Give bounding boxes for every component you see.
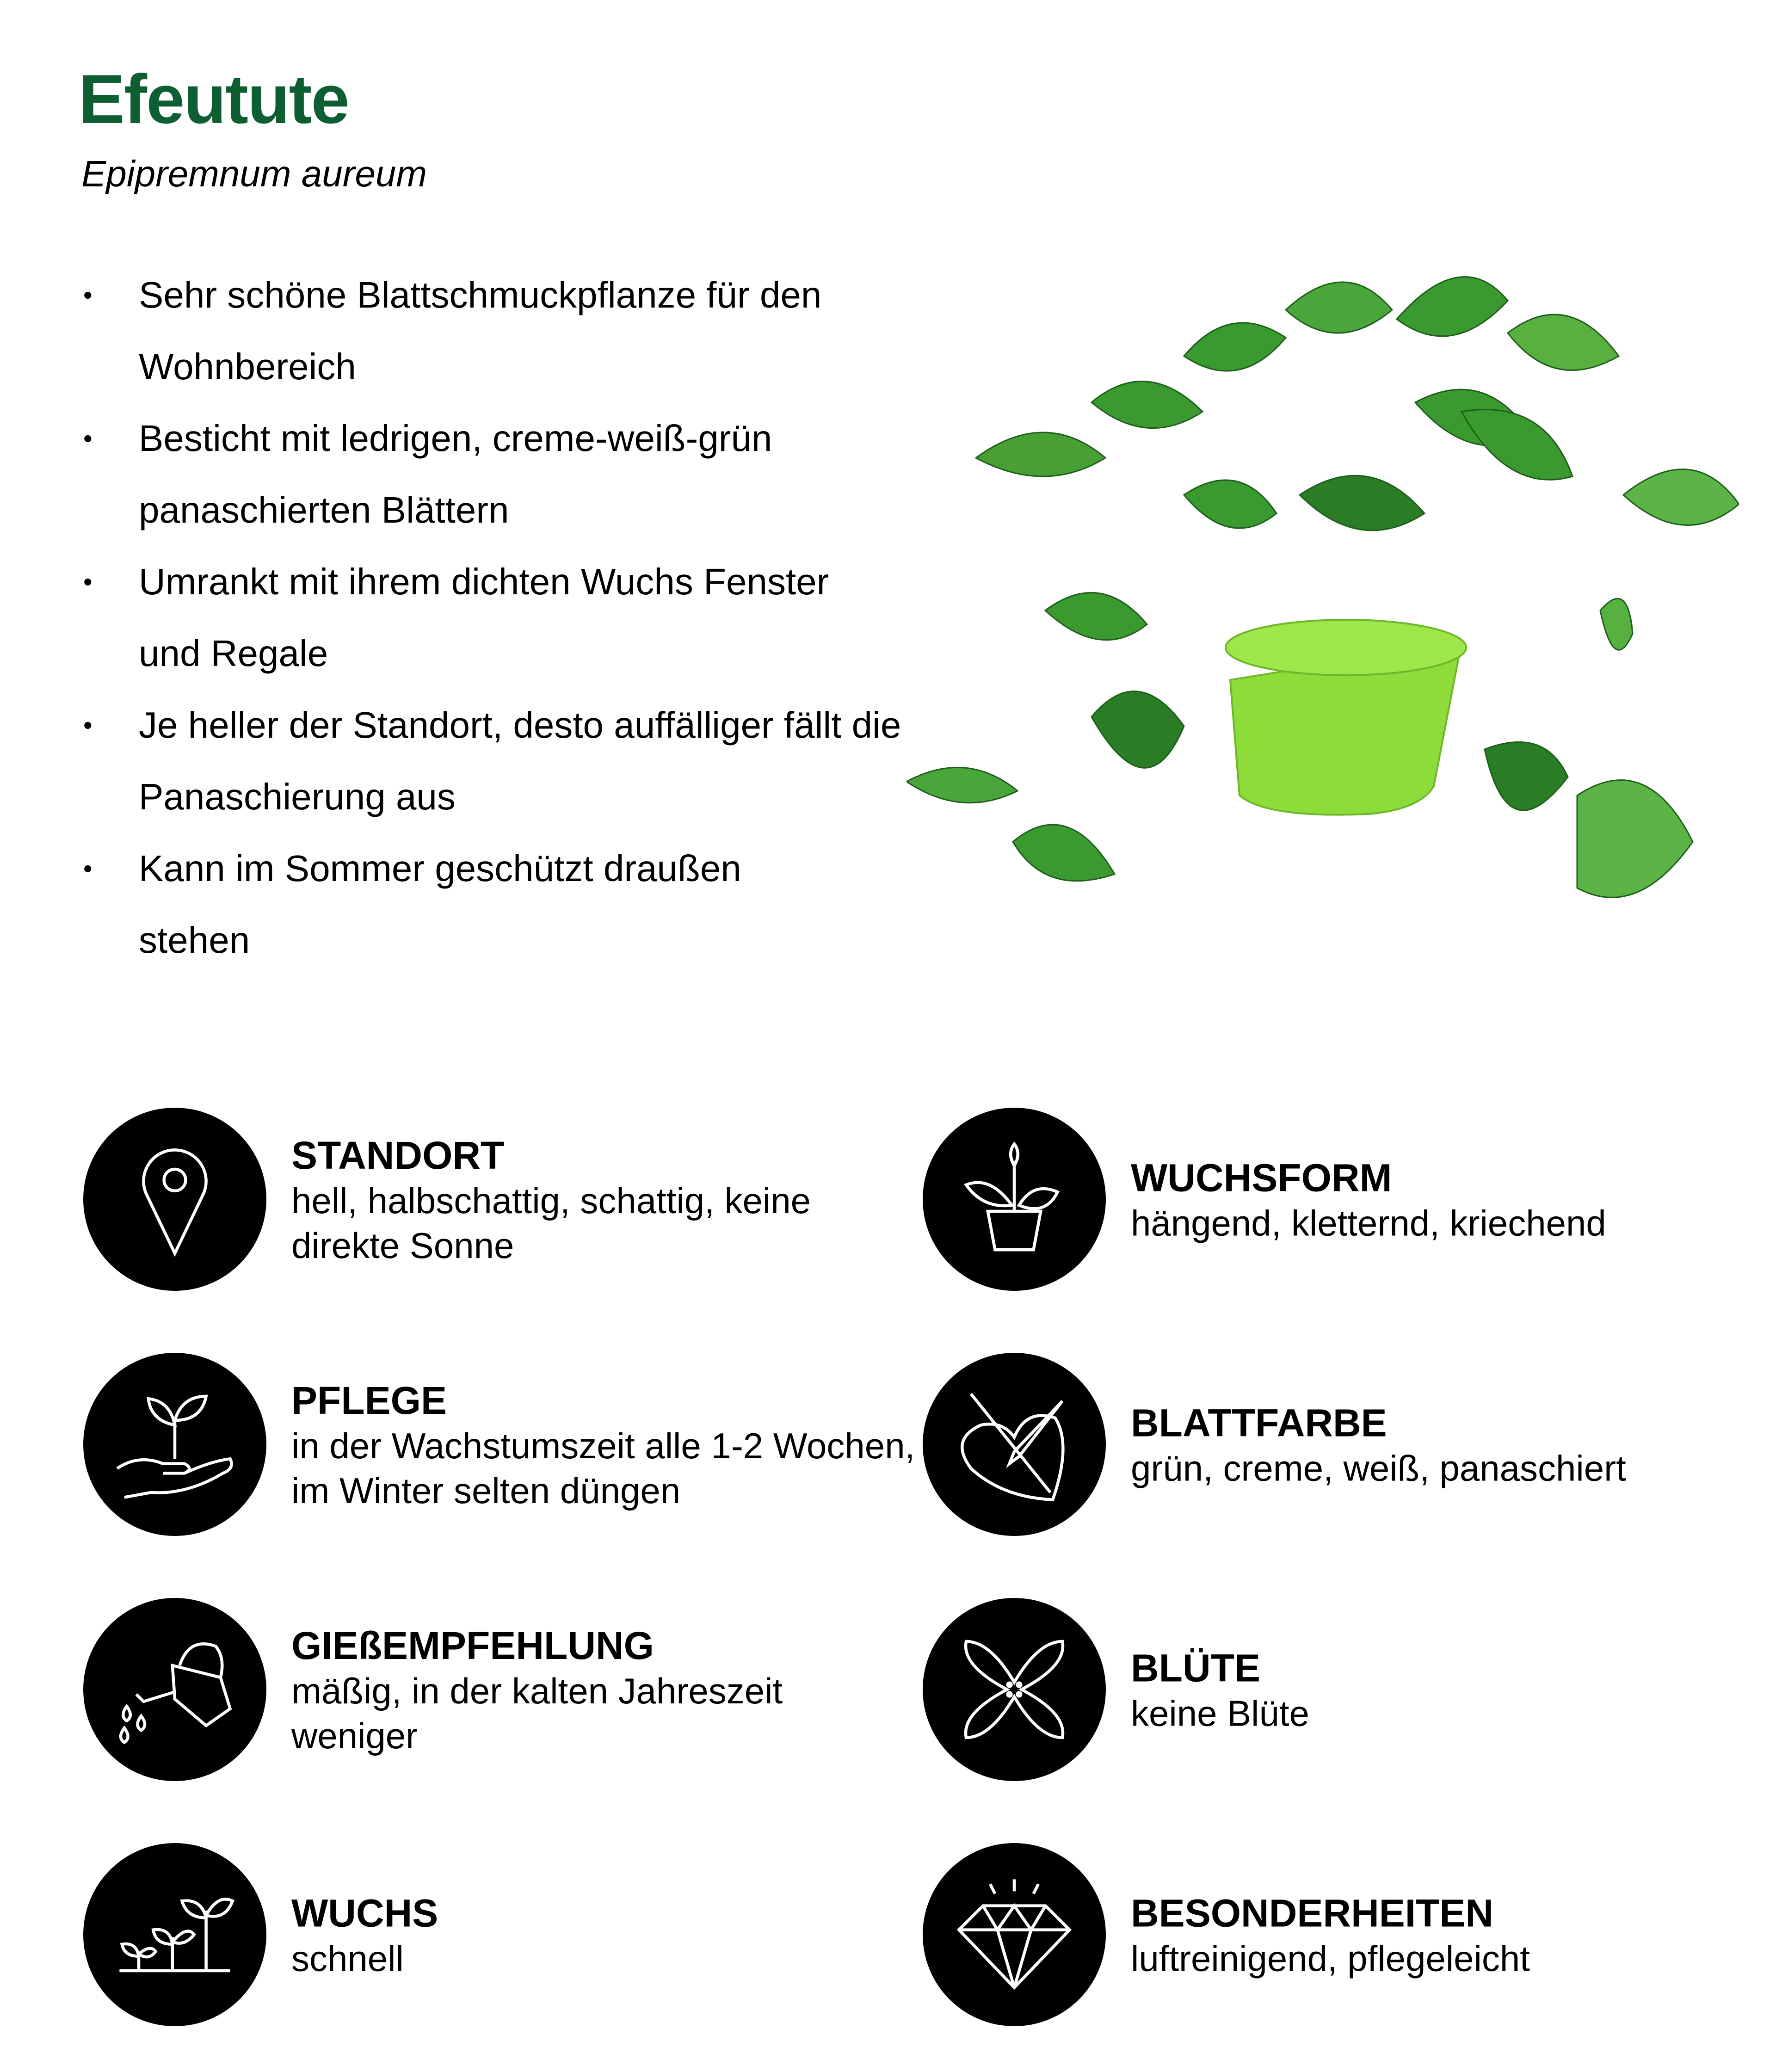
- feature-heading: WUCHS: [291, 1891, 438, 1935]
- feature-wuchs: [83, 1843, 870, 2028]
- feature-standort: [83, 1108, 870, 1293]
- page-title: Efeutute: [79, 60, 349, 138]
- feature-heading: BLATTFARBE: [1131, 1401, 1387, 1445]
- leaf-brush-icon: [923, 1353, 1106, 1536]
- bullet-item: • Sehr schöne Blattschmuckpflanze für den Wohnbereich: [83, 259, 832, 402]
- feature-text: hängend, kletternd, kriechend: [1131, 1202, 1606, 1244]
- feature-besonderheiten: [923, 1843, 1709, 2028]
- plant-photo: [906, 217, 1739, 944]
- feature-bullet-list: [83, 259, 901, 976]
- flower-icon: [923, 1598, 1106, 1781]
- feature-heading: BLÜTE: [1131, 1646, 1260, 1690]
- hand-seedling-icon: [83, 1353, 266, 1536]
- feature-wuchsform: [923, 1108, 1709, 1293]
- feature-pflege: [83, 1353, 915, 1538]
- feature-heading: BESONDERHEITEN: [1131, 1891, 1494, 1935]
- bullet-item: • Umrankt mit ihrem dichten Wuchs Fenster und Regale: [83, 546, 888, 689]
- feature-text: grün, creme, weiß, panaschiert: [1131, 1448, 1626, 1489]
- bullet-item: • Besticht mit ledrigen, creme-weiß-grün panaschierten Blättern: [83, 402, 832, 546]
- watering-can-icon: [83, 1598, 266, 1781]
- feature-blattfarbe: [923, 1353, 1709, 1538]
- feature-text: mäßig, in der kalten Jahreszeit weniger: [291, 1671, 783, 1756]
- potted-plant-icon: [923, 1108, 1106, 1291]
- bullet-item: • Kann im Sommer geschützt draußen stehen: [83, 832, 832, 976]
- feature-text: schnell: [291, 1938, 404, 1979]
- feature-heading: STANDORT: [291, 1134, 505, 1177]
- feature-text: in der Wachstumszeit alle 1-2 Wochen, im Winter selten düngen: [291, 1425, 915, 1511]
- bullet-item: • Je heller der Standort, desto auffälliger fällt die Panaschierung aus: [83, 689, 902, 832]
- sprouts-icon: [83, 1843, 266, 2026]
- feature-giessempfehlung: [83, 1598, 870, 1783]
- feature-heading: GIEßEMPFEHLUNG: [291, 1624, 654, 1667]
- feature-text: keine Blüte: [1131, 1693, 1309, 1734]
- feature-heading: PFLEGE: [291, 1379, 447, 1422]
- location-pin-icon: [83, 1108, 266, 1291]
- feature-bluete: [923, 1598, 1709, 1783]
- feature-text: luftreinigend, pflegeleicht: [1131, 1938, 1530, 1979]
- feature-heading: WUCHSFORM: [1131, 1156, 1392, 1200]
- feature-text: hell, halbschattig, schattig, keine direkte Sonne: [291, 1180, 811, 1266]
- latin-name: Epipremnum aureum: [81, 153, 427, 194]
- diamond-icon: [923, 1843, 1106, 2026]
